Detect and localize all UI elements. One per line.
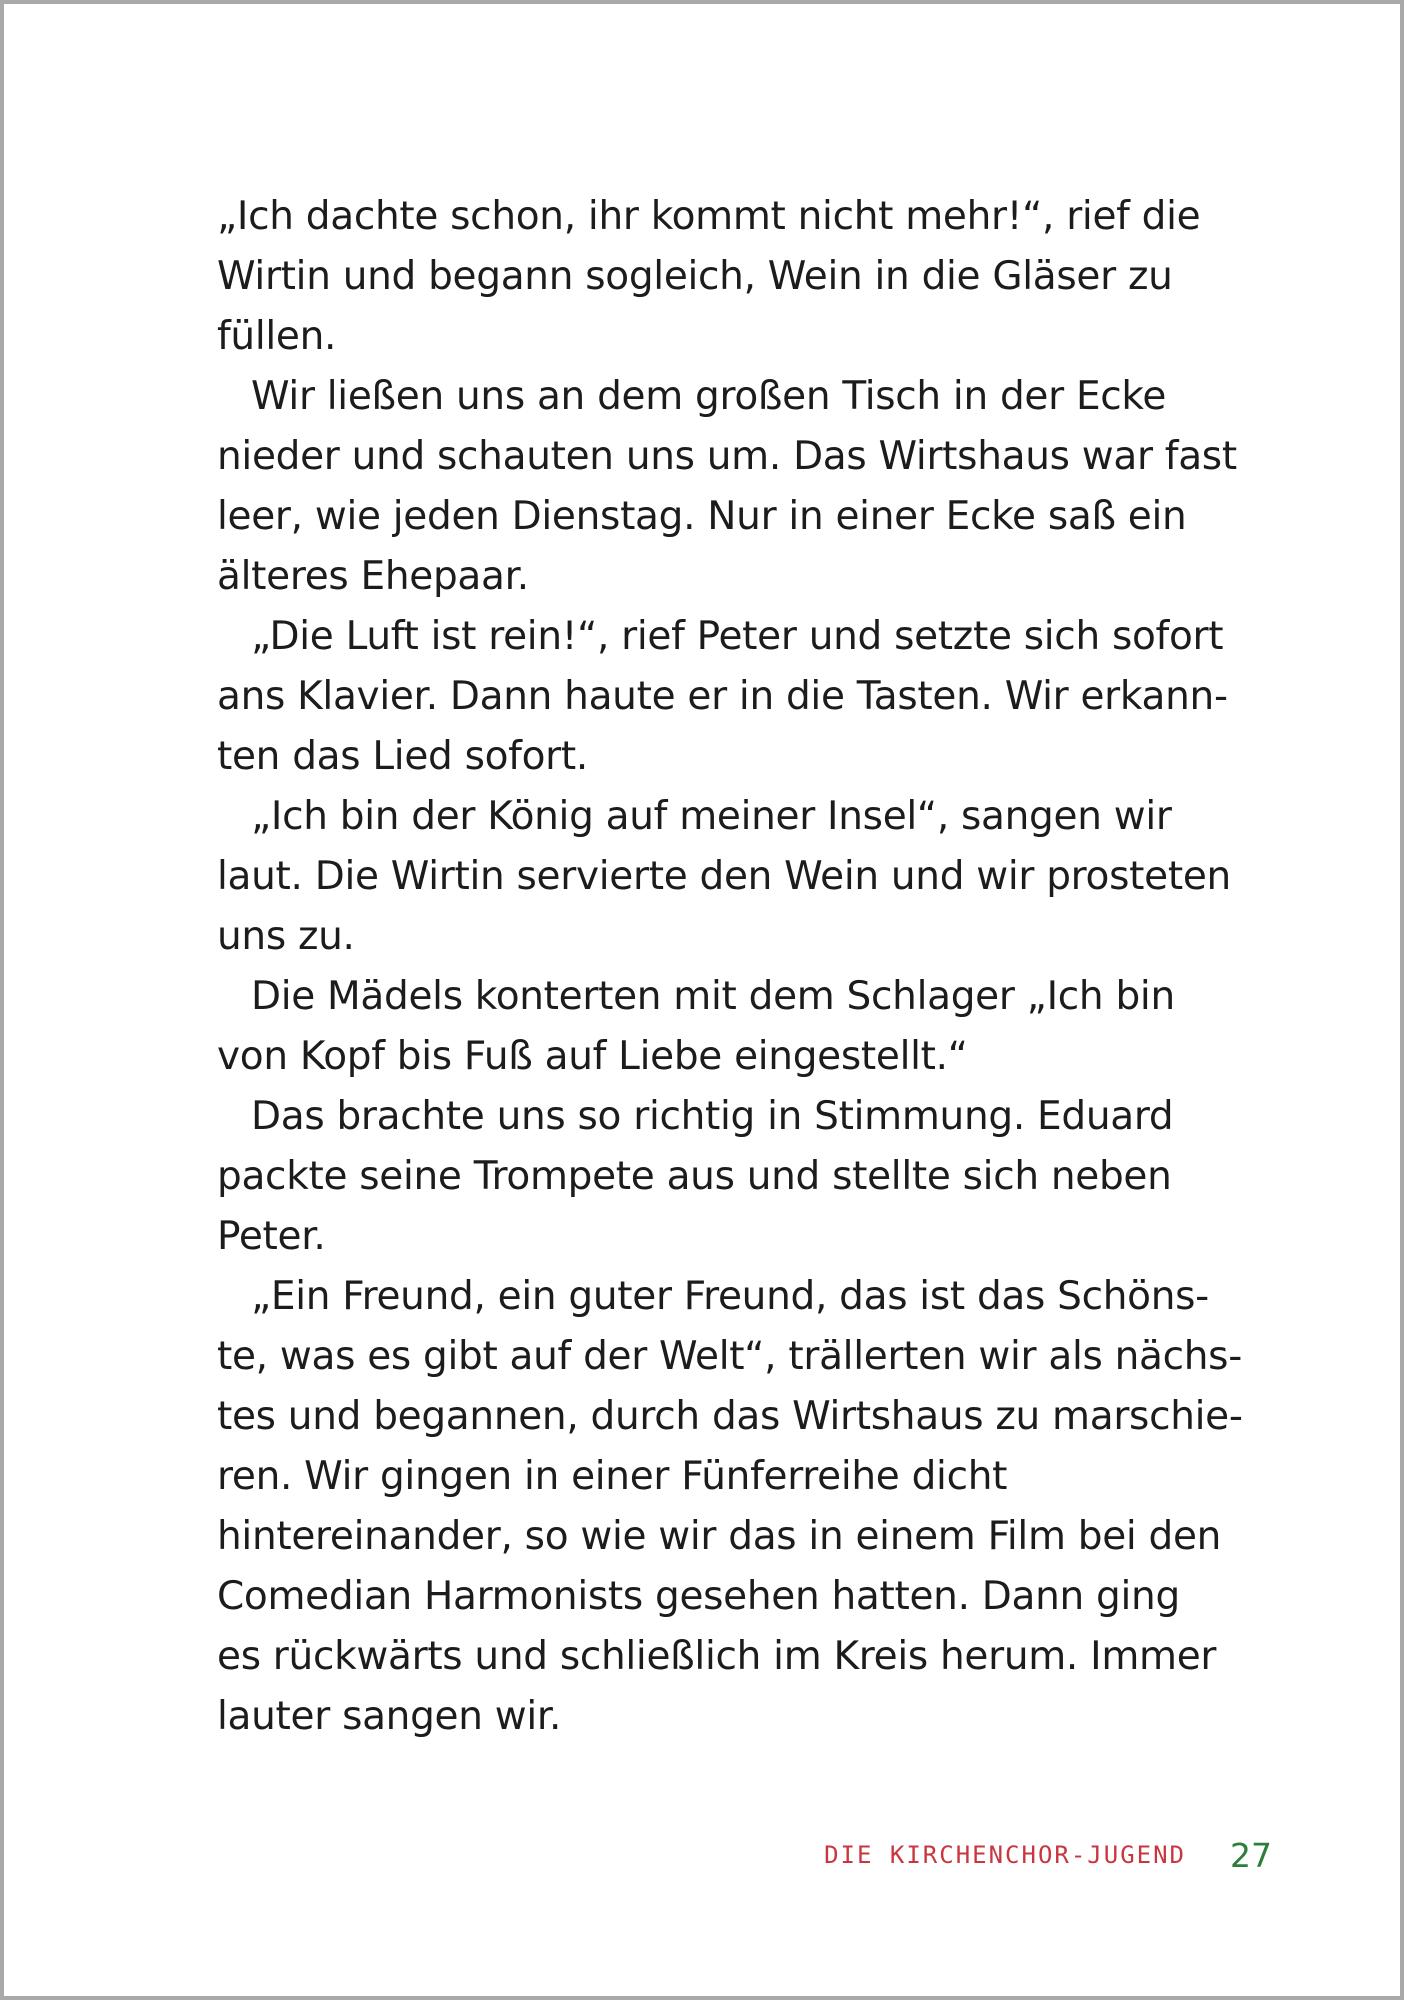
text-line: te, was es gibt auf der Welt“, trällerten wir als nächs- [217, 1334, 1242, 1379]
text-line: uns zu. [217, 914, 355, 959]
text-line: ans Klavier. Dann haute er in die Tasten. Wir erkann- [217, 674, 1228, 719]
text-line: tes und begannen, durch das Wirtshaus zu marschie- [217, 1394, 1243, 1439]
text-line: hintereinander, so wie wir das in einem Film bei den [217, 1514, 1222, 1559]
text-line: ten das Lied sofort. [217, 734, 588, 779]
text-line: leer, wie jeden Dienstag. Nur in einer Ecke saß ein [217, 494, 1187, 539]
running-head: DIE KIRCHENCHOR-JUGEND [824, 1841, 1186, 1869]
page-footer [824, 1834, 1272, 1876]
text-line: füllen. [217, 314, 337, 359]
text-line: lauter sangen wir. [217, 1694, 562, 1739]
text-line: laut. Die Wirtin servierte den Wein und wir prosteten [217, 854, 1231, 899]
text-line: älteres Ehepaar. [217, 554, 529, 599]
text-line: von Kopf bis Fuß auf Liebe eingestellt.“ [217, 1034, 968, 1079]
body-text [217, 187, 1243, 1747]
text-line: Wirtin und begann sogleich, Wein in die Gläser zu [217, 254, 1173, 299]
text-line: ren. Wir gingen in einer Fünferreihe dicht [217, 1454, 1008, 1499]
text-line: „Ich bin der König auf meiner Insel“, sangen wir [251, 794, 1172, 839]
text-line: packte seine Trompete aus und stellte sich neben [217, 1154, 1172, 1199]
page-number: 27 [1230, 1835, 1272, 1875]
text-line: „Ein Freund, ein guter Freund, das ist das Schöns- [251, 1274, 1209, 1319]
text-line: nieder und schauten uns um. Das Wirtshaus war fast [217, 434, 1237, 479]
text-line: es rückwärts und schließlich im Kreis herum. Immer [217, 1634, 1217, 1679]
text-line: „Die Luft ist rein!“, rief Peter und setzte sich sofort [251, 614, 1224, 659]
text-line: Peter. [217, 1214, 326, 1259]
text-line: „Ich dachte schon, ihr kommt nicht mehr!“, rief die [217, 194, 1201, 239]
text-line: Comedian Harmonists gesehen hatten. Dann ging [217, 1574, 1180, 1619]
text-line: Die Mädels konterten mit dem Schlager „Ich bin [251, 974, 1175, 1019]
text-line: Das brachte uns so richtig in Stimmung. Eduard [251, 1094, 1174, 1139]
text-line: Wir ließen uns an dem großen Tisch in der Ecke [251, 374, 1167, 419]
